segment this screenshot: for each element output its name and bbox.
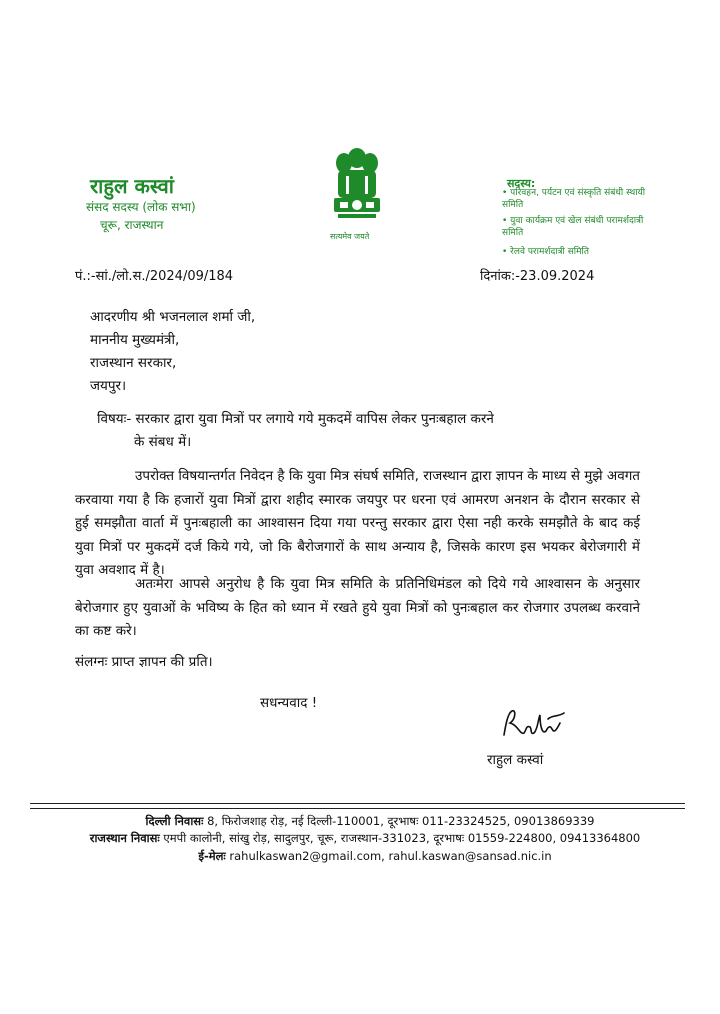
closing: सधन्यवाद !: [260, 695, 318, 711]
footer-label: राजस्थान निवासः: [89, 831, 160, 845]
footer-divider: [30, 803, 685, 804]
body-paragraph: अतःमेरा आपसे अनुरोध है कि युवा मित्र समिति के प्रतिनिधिमंडल को दिये गये आश्वासन के अनुसार बेरोजगार हुए युवाओं के भविष्य के हित को ध्यान में रखते हुये युवा मित्रों को पुनःबहाल कर रोजगार उपलब्ध करवाने का कष्ट करे।: [75, 576, 640, 639]
sender-designation: संसद सदस्य (लोक सभा): [86, 200, 196, 214]
address-line: माननीय मुख्यमंत्री,: [90, 332, 180, 348]
committees-title: सदस्य:: [507, 177, 536, 190]
footer-text: एमपी कालोनी, सांखु रोड़, सादुलपुर, चूरू, राजस्थान-331023, दूरभाषः 01559-224800, 09413364800: [163, 831, 641, 845]
signature-icon: [498, 705, 568, 745]
committee-item: • युवा कार्यक्रम एवं खेल संबंधी परामर्शदात्री समिति: [502, 216, 644, 238]
footer-email: [0, 849, 720, 864]
footer-text: rahulkaswan2@gmail.com, rahul.kaswan@sansad.nic.in: [229, 849, 552, 863]
sender-name: राहुल कस्वां: [90, 174, 174, 198]
footer-divider: [30, 808, 685, 809]
sender-location: चूरू, राजस्थान: [100, 218, 164, 232]
footer-text: 8, फिरोजशाह रोड़, नई दिल्ली-110001, दूरभाषः 011-23324525, 09013869339: [207, 814, 595, 828]
subject-line: के संबध में।: [134, 434, 192, 450]
committee-item: • रेलवे परामर्शदात्री समिति: [502, 247, 589, 257]
subject-line: विषयः- सरकार द्वारा युवा मित्रों पर लगाये गये मुकदमें वापिस लेकर पुनःबहाल करने: [97, 411, 494, 427]
address-line: आदरणीय श्री भजनलाल शर्मा जी,: [90, 309, 256, 325]
footer-label: ई-मेलः: [198, 849, 226, 863]
address-line: राजस्थान सरकार,: [90, 355, 177, 371]
reference-number: पं.:-सां./लो.स./2024/09/184: [75, 269, 234, 284]
footer-delhi: [0, 814, 720, 829]
footer-rajasthan: [0, 831, 720, 846]
signature-name: राहुल कस्वां: [487, 752, 544, 768]
national-emblem-icon: [326, 146, 388, 228]
committee-item: • परिवहन, पर्यटन एवं संस्कृति संबंधी स्थायी समिति: [502, 188, 646, 210]
emblem-motto: सत्यमेव जयते: [330, 232, 370, 241]
body-paragraph: उपरोक्त विषयान्तर्गत निवेदन है कि युवा मित्र संघर्ष समिति, राजस्थान द्वारा ज्ञापन के माध्य से मुझे अवगत करवाया गया है कि हजारों युवा मित्रों द्वारा शहीद स्मारक जयपुर पर धरना एवं आमरण अनशन के दौरान सरकार से हुई समझौता वार्ता में पुनःबहाली का आश्वासन दिया गया परन्तु सरकार द्वारा ऐसा नही करके समझौते के बाद कई युवा मित्रों पर मुकदमें दर्ज किये गये, जो कि बैरोजगारों के साथ अन्याय है, जिसके कारण इस भयकर बेरोजगारी में युवा अवशाद में है।: [75, 468, 640, 578]
footer-label: दिल्ली निवासः: [145, 814, 204, 828]
enclosure-note: संलग्नः प्राप्त ज्ञापन की प्रति।: [75, 654, 213, 670]
letter-date: दिनांक:-23.09.2024: [480, 269, 595, 284]
address-line: जयपुर।: [90, 378, 127, 394]
subject: [97, 408, 567, 454]
